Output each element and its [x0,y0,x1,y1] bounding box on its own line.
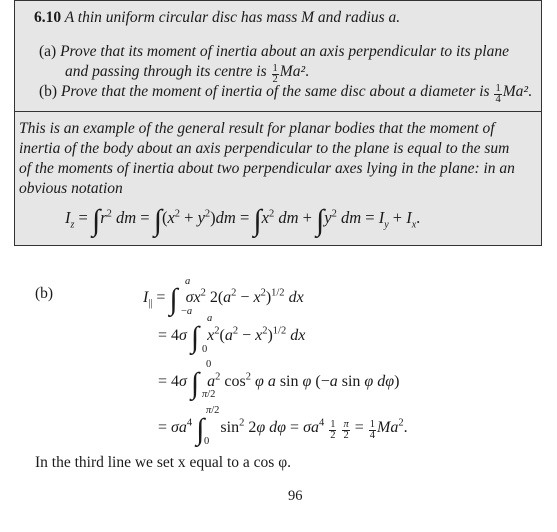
page-number: 96 [288,488,303,504]
part-b-math: Ma² [502,83,529,100]
remark-line: inertia of the body about an axis perpendicular to the plane is equal to the sum [19,140,510,157]
remark-line: of the moments of inertia about two perpendicular axes lying in the plane: in an [19,160,515,177]
part-b-line: (b) Prove that the moment of inertia of the same disc about a diameter is $\frac{1}{4}$ Ma². [39,83,532,105]
part-a-line2: and passing through its centre is $\frac{1}{2}$ Ma². [65,63,309,85]
problem-heading [34,9,400,27]
fraction-half: $\frac{1}{2}$ [272,63,278,85]
part-a-text: Prove that its moment of inertia about an axis perpendicular to its plane [60,43,509,60]
remark-line: This is an example of the general result for planar bodies that the moment of [19,120,495,137]
part-a-text-2: and passing through its centre is [65,63,267,80]
equation-line-4: = $\sigma a^4$ ∫ $\sin^2 2\varphi$ $d\varphi = \sigma a^4$ $\frac{1}{2}$ $\frac{\pi}{2}$ = $\frac{1}{4}$ Ma$^2$. [158,413,408,446]
part-a-label: (a) [39,43,57,60]
solution-label: (b) [35,285,54,302]
problem-statement: A thin uniform circular disc has mass M and radius a. [64,9,401,26]
problem-box [14,0,542,246]
box-divider [15,111,541,112]
problem-number: 6.10 [34,9,62,26]
part-b-text: Prove that the moment of inertia of the same disc about a diameter is [60,83,490,100]
fraction-quarter: $\frac{1}{4}$ [495,83,501,105]
part-a-line1 [39,43,509,61]
remark-line: obvious notation [19,180,123,197]
equation-line-2: = 4σ ∫ $x^2(a^2 - x^2)^{1/2}$ dx [158,321,306,354]
solution-note: In the third line we set x equal to a cos φ. [35,454,292,471]
part-b-label: (b) [39,83,58,100]
remark-paragraph [19,119,539,199]
equation-line-3: = 4σ ∫ $a^2$ $\cos^2 \varphi$ a sin φ (−a sin φ dφ) [158,367,400,400]
equation-line-1: $I_{||}$ = ∫ $\sigma x^2$ $2(a^2 - x^2)^{1/2}$ dx [143,283,304,316]
part-a-math: Ma² [279,63,306,80]
perpendicular-axis-equation: $I_z = \int r^2$ dm = $\int(x^2 + y^2)dm = \int x^2$ dm + $\int y^2$ dm = $I_y + I_x$. [65,204,421,237]
